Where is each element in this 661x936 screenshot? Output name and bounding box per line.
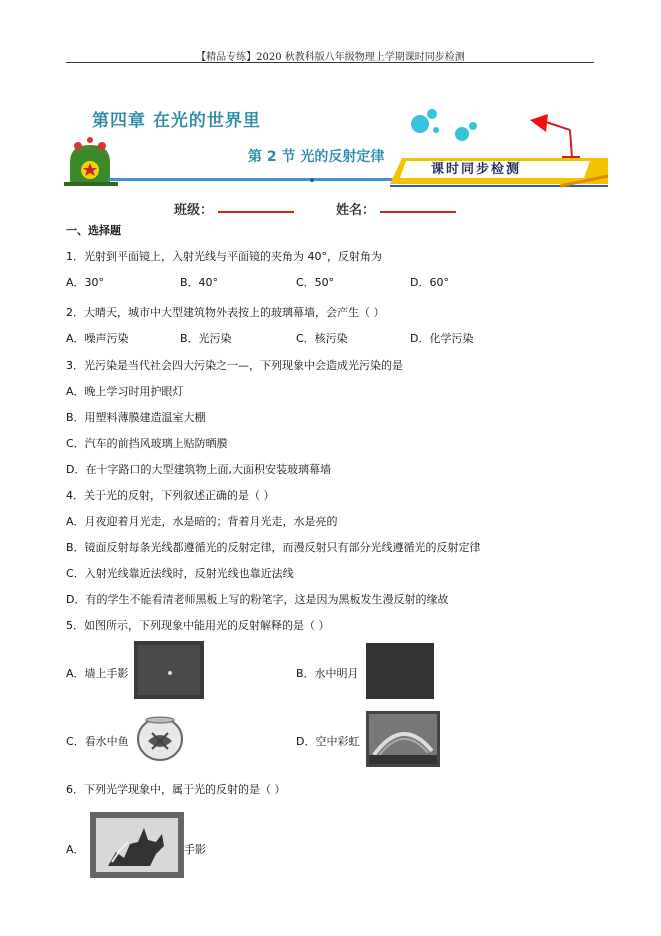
q2-option-c: C．核污染 [296,332,348,345]
q4-option-d: D．有的学生不能看清老师黑板上写的粉笔字，这是因为黑板发生漫反射的缘故 [66,593,449,606]
q3-option-c: C．汽车的前挡风玻璃上贴防晒膜 [66,437,228,450]
name-field[interactable] [380,211,456,213]
q4-option-c: C．入射光线靠近法线时，反射光线也靠近法线 [66,567,294,580]
q1-option-a: A．30° [66,276,105,289]
header-rule [66,62,594,63]
q5-stem: 5．如图所示，下列现象中能用光的反射解释的是（ ） [66,619,330,632]
q2-stem: 2．大晴天，城市中大型建筑物外表按上的玻璃幕墙，会产生（ ） [66,306,385,319]
q5-option-c: C．看水中鱼 [66,735,129,748]
q5-option-d: D．空中彩虹 [296,735,360,748]
class-field[interactable] [218,211,294,213]
section-title: 第 2 节 光的反射定律 [248,149,385,165]
q3-option-b: B．用塑料薄膜建造温室大棚 [66,411,206,424]
desk-lamp-icon [530,114,580,160]
q1-stem: 1．光射到平面镜上，入射光线与平面镜的夹角为 40°，反射角为 [66,250,382,263]
name-label: 姓名： [336,203,376,218]
chapter-title: 第四章 在光的世界里 [92,111,261,131]
badge-label: 课时同步检测 [431,162,522,177]
q2-option-a: A．噪声污染 [66,332,129,345]
q3-option-d: D．在十字路口的大型建筑物上面,大面积安装玻璃幕墙 [66,463,331,476]
fish-bowl-image [134,711,186,763]
q5-option-b: B．水中明月 [296,667,359,680]
q5-option-a: A．墙上手影 [66,667,129,680]
q4-option-a: A．月夜迎着月光走，水是暗的；背着月光走，水是亮的 [66,515,338,528]
page-header: 【精品专练】2020 秋教科版八年级物理上学期课时同步检测 [196,52,465,63]
rainbow-image [366,711,440,767]
moon-reflection-image [366,643,434,699]
q4-option-b: B．镜面反射每条光线都遵循光的反射定律，而漫反射只有部分光线遵循光的反射定律 [66,541,481,554]
q6-option-a-prefix: A． [66,843,85,856]
q6-option-a-label: 手影 [184,843,206,856]
hand-shadow-animal-image [90,812,184,878]
section-heading: 一、选择题 [66,224,121,237]
q3-stem: 3．光污染是当代社会四大污染之一—，下列现象中会造成光污染的是 [66,359,403,372]
q2-option-b: B．光污染 [180,332,232,345]
q1-option-d: D．60° [410,276,449,289]
class-label: 班级： [174,203,214,218]
q1-option-c: C．50° [296,276,335,289]
q2-option-d: D．化学污染 [410,332,474,345]
q3-option-a: A．晚上学习时用护眼灯 [66,385,184,398]
q1-option-b: B．40° [180,276,219,289]
q4-stem: 4．关于光的反射，下列叙述正确的是（ ） [66,489,275,502]
q6-stem: 6．下列光学现象中，属于光的反射的是（ ） [66,783,286,796]
hand-shadow-image [134,641,204,699]
